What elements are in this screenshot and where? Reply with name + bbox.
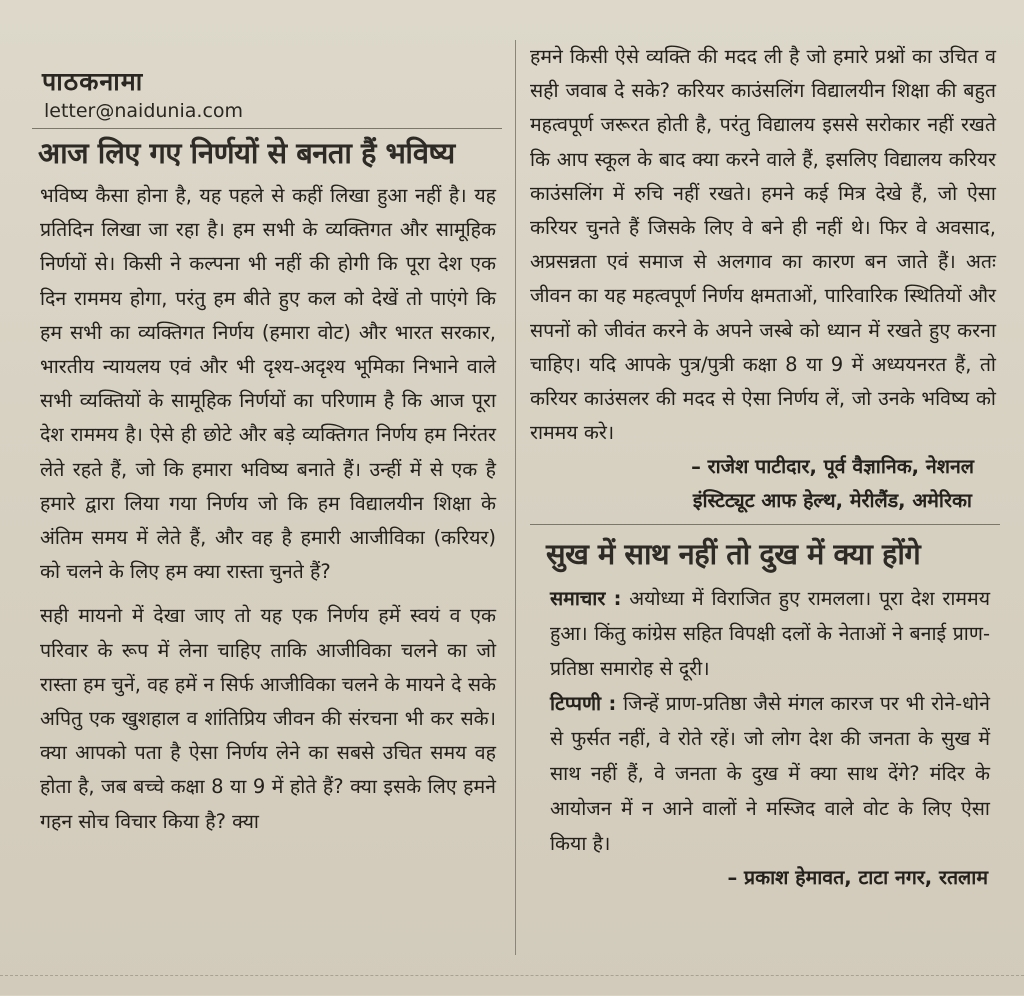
letter-body	[530, 581, 1000, 861]
author-signature-line-1: – राजेश पाटीदार, पूर्व वैज्ञानिक, नेशनल	[691, 455, 974, 479]
article-paragraph-continued: हमने किसी ऐसे व्यक्ति की मदद ली है जो हमारे प्रश्नों का उचित व सही जवाब दे सके? करियर काउंसलिंग विद्यालयीन शिक्षा की बहुत महत्वपूर्ण जरूरत होती है, परंतु विद्यालय इससे सरोकार नहीं रखते कि आप स्कूल के बाद क्या करने वाले हैं, इसलिए विद्यालय करियर काउंसलिंग में रुचि नहीं रखते। हमने कई मित्र देखे हैं, जो ऐसा करियर चुनते हैं जिसके लिए वे बने ही नहीं थे। फिर वे अवसाद, अप्रसन्नता एवं समाज से अलगाव का कारण बन जाते हैं। अतः जीवन का यह महत्वपूर्ण निर्णय क्षमताओं, पारिवारिक स्थितियों और सपनों को जीवंत करने के अपने जस्बे को ध्यान में रखते हुए करना चाहिए। यदि आपके पुत्र/पुत्री कक्षा 8 या 9 में अध्ययनरत हैं, तो करियर काउंसलर की मदद से ऐसा निर्णय लें, जो उनके भविष्य को राममय करे।	[530, 45, 996, 445]
section-title: पाठकनामा	[42, 67, 144, 96]
article-paragraph-2: सही मायनो में देखा जाए तो यह एक निर्णय हमें स्वयं व एक परिवार के रूप में लेना चाहिए ताकि आजीविका चलने का जो रास्ता हम चुनें, वह हमें न सिर्फ आजीविका चलने के मायने दे सके अपितु एक खुशहाल व शांतिप्रिय जीवन की संरचना भी कर सके। क्या आपको पता है ऐसा निर्णय लेने का सबसे उचित समय वह होता है, जब बच्चे कक्षा 8 या 9 में होते हैं? क्या इसके लिए हमने गहन सोच विचार किया है? क्या	[40, 604, 496, 833]
comment-paragraph	[550, 686, 990, 861]
email-address: letter@naidunia.com	[44, 100, 244, 122]
letter-headline: सुख में साथ नहीं तो दुख में क्या होंगे	[546, 537, 921, 572]
article-body-continued	[530, 40, 1000, 450]
comment-text: जिन्हें प्राण-प्रतिष्ठा जैसे मंगल कारज पर भी रोने-धोने से फुर्सत नहीं, वे रोते रहें। जो लोग देश की जनता के सुख में साथ नहीं हैं, वे जनता के दुख में क्या साथ देंगे? मंदिर के आयोजन में न आने वालों ने मस्जिद वाले वोट के लिए ऐसा किया है।	[550, 692, 990, 856]
article-headline: आज लिए गए निर्णयों से बनता हैं भविष्य	[38, 136, 455, 170]
divider	[530, 524, 1000, 525]
divider	[32, 128, 502, 129]
article-body	[32, 179, 502, 839]
news-paragraph	[550, 581, 990, 686]
column-divider	[515, 40, 516, 955]
comment-label: टिप्पणी :	[550, 692, 617, 716]
news-text: अयोध्या में विराजित हुए रामलला। पूरा देश राममय हुआ। किंतु कांग्रेस सहित विपक्षी दलों के नेताओं ने बनाई प्राण-प्रतिष्ठा समारोह से दूरी।	[550, 587, 991, 681]
right-column	[530, 40, 1000, 895]
article-paragraph-1: भविष्य कैसा होना है, यह पहले से कहीं लिखा हुआ नहीं है। यह प्रतिदिन लिखा जा रहा है। हम सभी के व्यक्तिगत और सामूहिक निर्णयों से। किसी ने कल्पना भी नहीं की होगी कि पूरा देश एक दिन राममय होगा, परंतु हम बीते हुए कल को देखें तो पाएंगे कि हम सभी का व्यक्तिगत निर्णय (हमारा वोट) और भारत सरकार, भारतीय न्यायलय एवं और भी दृश्य-अदृश्य भूमिका निभाने वाले सभी व्यक्तियों के सामूहिक निर्णयों का परिणाम है कि आज पूरा देश राममय है। ऐसे ही छोटे और बड़े व्यक्तिगत निर्णय हम निरंतर लेते रहते हैं, जो कि हमारा भविष्य बनाते हैं। उन्हीं में से एक है हमारे द्वारा लिया गया निर्णय जो कि हम विद्यालयीन शिक्षा के अंतिम समय में लेते हैं, और वह है हमारी आजीविका (करियर) को चलने के लिए हम क्या रास्ता चुनते हैं?	[40, 184, 496, 584]
letter-signature: – प्रकाश हेमावत, टाटा नगर, रतलाम	[727, 866, 988, 890]
page-bottom-edge	[0, 975, 1024, 996]
news-label: समाचार :	[550, 587, 622, 611]
left-column	[32, 52, 502, 839]
author-signature-line-2: इंस्टिट्यूट आफ हेल्थ, मेरीलैंड, अमेरिका	[692, 489, 972, 513]
